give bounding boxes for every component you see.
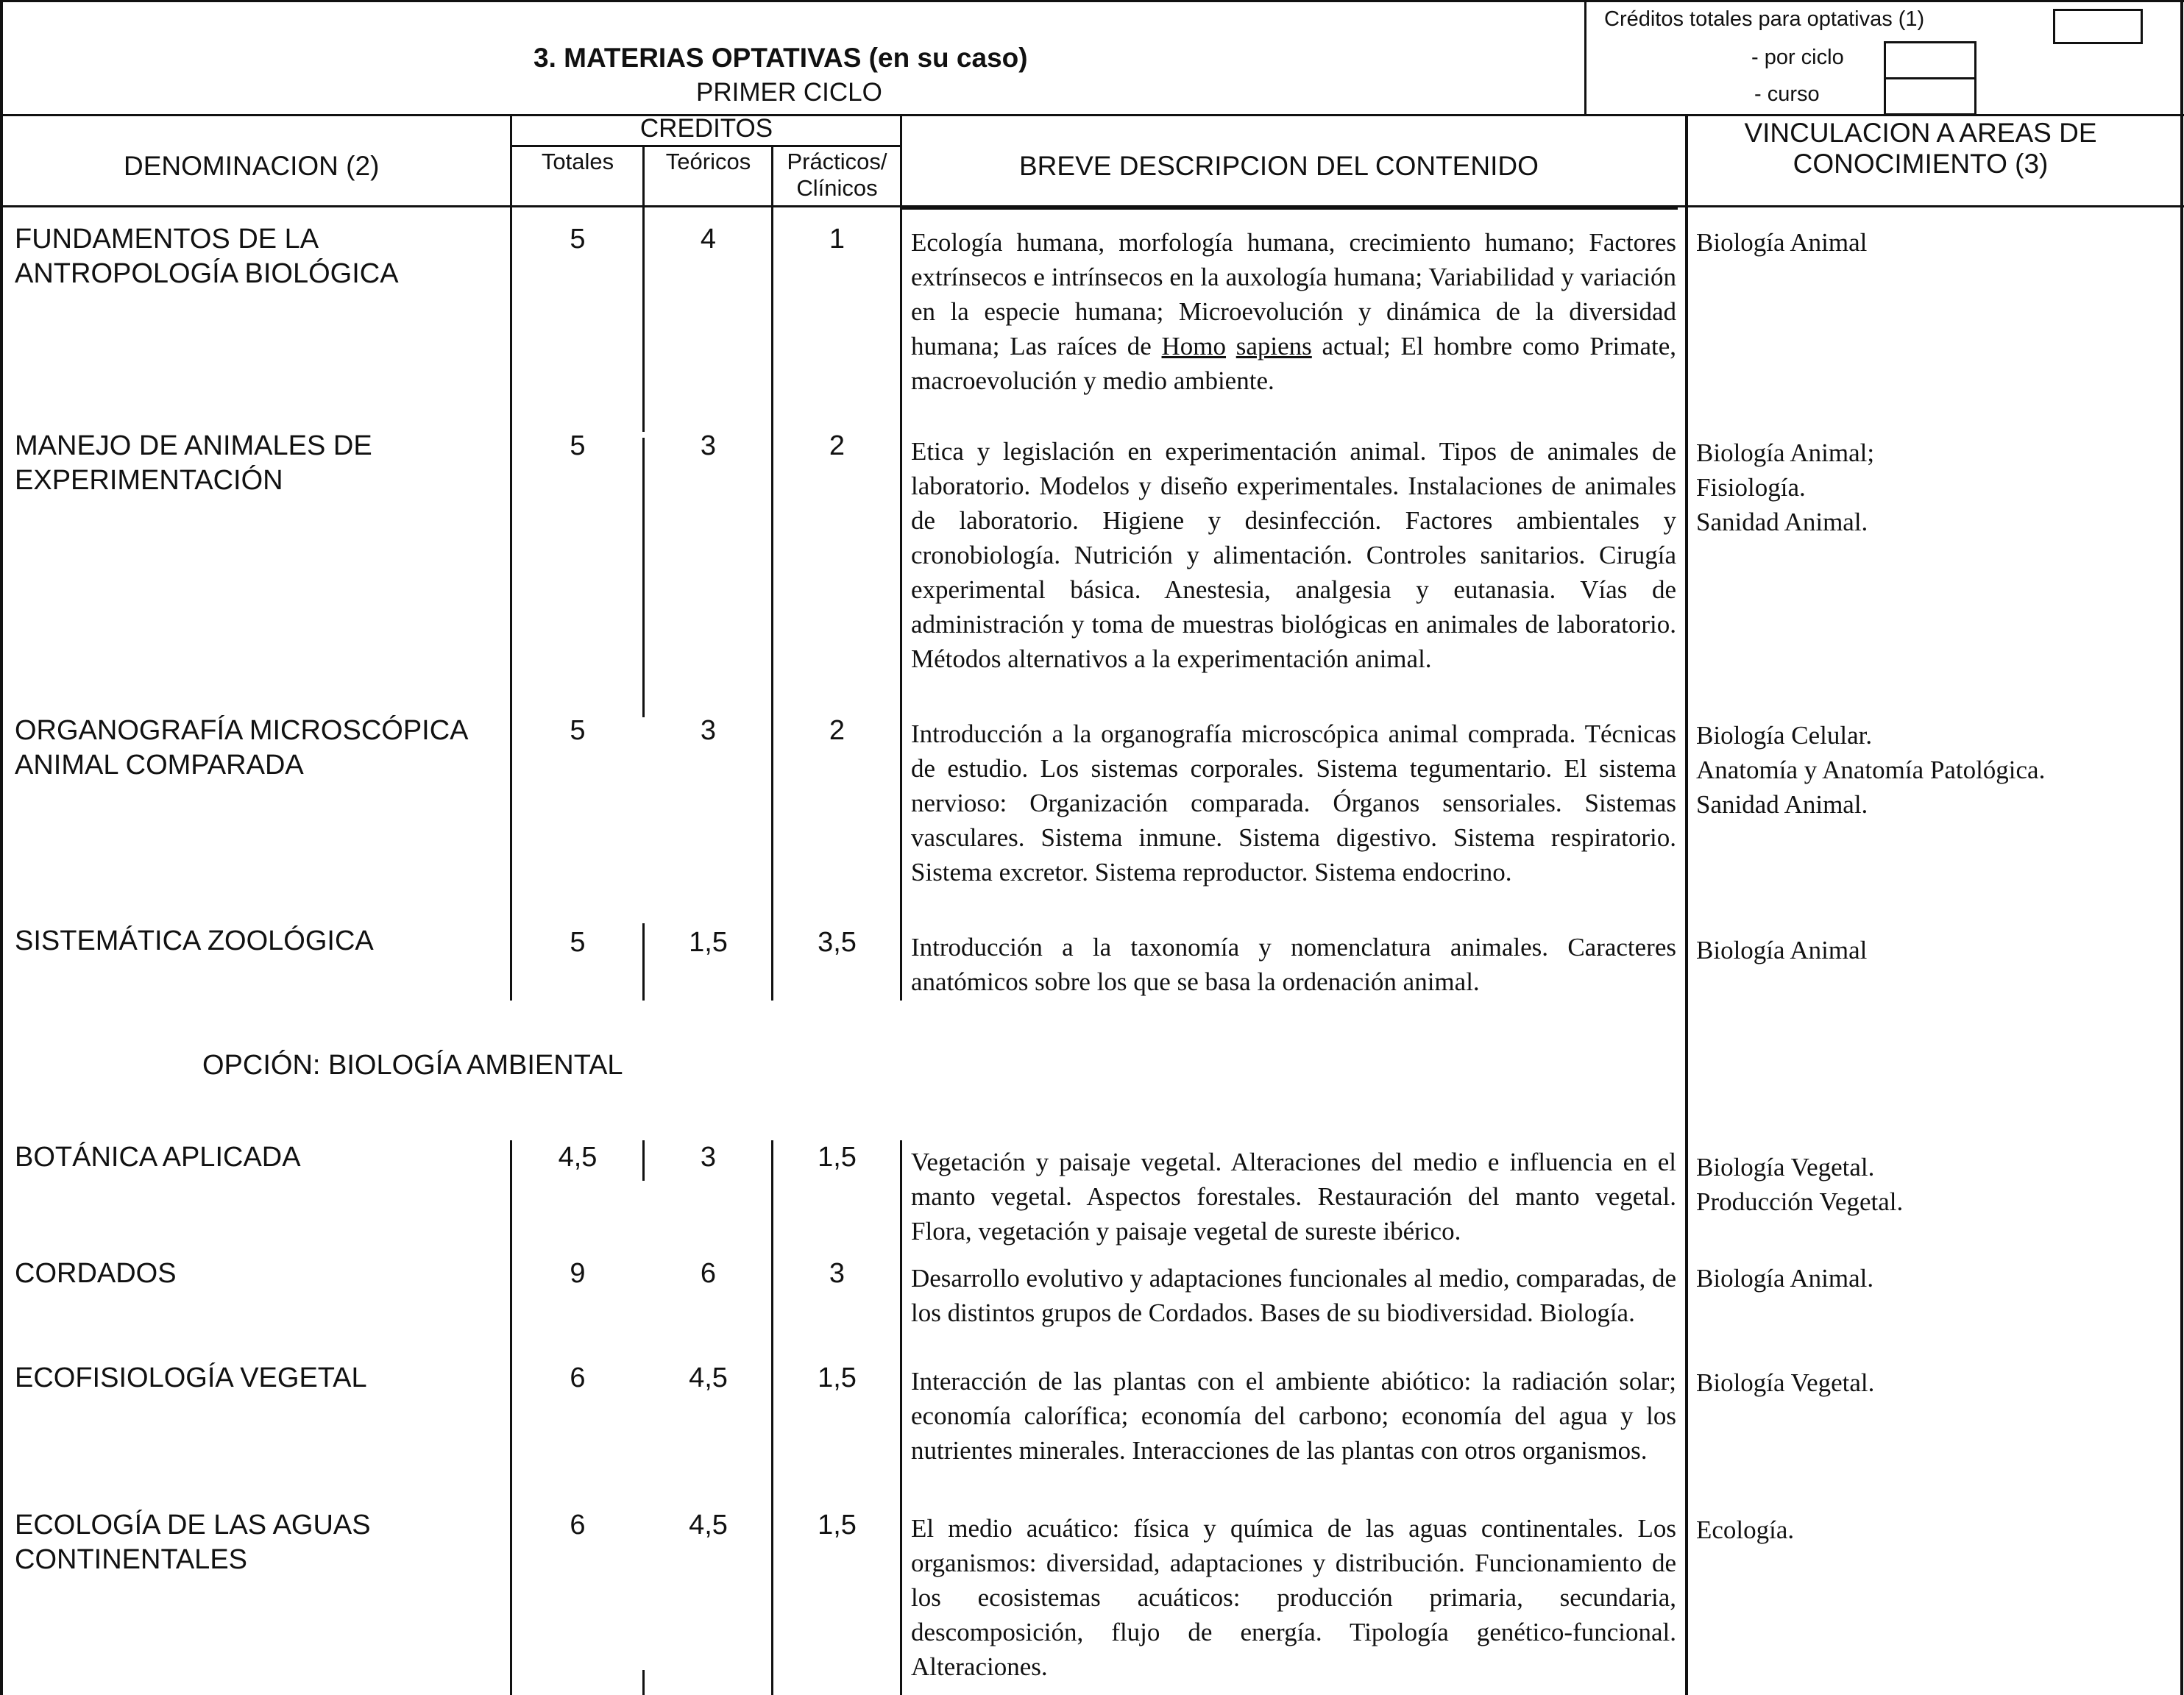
- content-description: Introducción a la organografía microscópica animal comprada. Técnicas de estudio. Los sistemas corporales. Sistema tegumentario. El sistema nervioso: Organización comparada. Órganos sensoriales. Sistemas vasculares. Sistema inmune. Sistema digestivo. Sistema respiratorio. Sistema excretor. Sistema reproductor. Sistema endocrino.: [911, 719, 1676, 886]
- credits-practicos: 3: [829, 1258, 845, 1289]
- knowledge-area: Biología Animal; Fisiología. Sanidad Animal.: [1696, 438, 1875, 536]
- credits-totales: 5: [570, 224, 586, 255]
- knowledge-area: Biología Vegetal. Producción Vegetal.: [1696, 1153, 1904, 1216]
- credits-teoricos: 4: [700, 224, 717, 255]
- subject-name: MANEJO DE ANIMALES DE EXPERIMENTACIÓN: [15, 430, 372, 496]
- col-denominacion: DENOMINACION (2): [124, 151, 380, 181]
- page-title: 3. MATERIAS OPTATIVAS (en su caso): [533, 43, 1028, 73]
- col-totales: Totales: [541, 149, 614, 174]
- cycle-label: PRIMER CICLO: [696, 78, 882, 107]
- course-box[interactable]: [1884, 77, 1976, 116]
- content-description: Interacción de las plantas con el ambiente abiótico: la radiación solar; economía calorífica; economía del carbono; economía del agua y los nutrientes minerales. Interacciones de las plantas con otros organismos.: [911, 1367, 1676, 1465]
- subject-name: BOTÁNICA APLICADA: [15, 1142, 301, 1173]
- subject-name: FUNDAMENTOS DE LA ANTROPOLOGÍA BIOLÓGICA: [15, 224, 399, 289]
- knowledge-area: Biología Animal: [1696, 936, 1868, 964]
- credits-teoricos: 3: [700, 430, 717, 461]
- credits-practicos: 2: [829, 715, 845, 746]
- per-cycle-label: - por ciclo: [1751, 46, 1844, 69]
- col-practicos: Prácticos/ Clínicos: [787, 149, 887, 201]
- credits-practicos: 1,5: [818, 1362, 857, 1393]
- col-descripcion: BREVE DESCRIPCION DEL CONTENIDO: [1019, 151, 1539, 181]
- knowledge-area: Biología Animal: [1696, 228, 1868, 257]
- per-cycle-box[interactable]: [1884, 41, 1976, 79]
- credits-totales: 5: [570, 927, 586, 958]
- credits-totales: 6: [570, 1510, 586, 1541]
- credits-teoricos: 4,5: [689, 1362, 728, 1393]
- knowledge-area: Biología Animal.: [1696, 1264, 1874, 1293]
- subject-name: ORGANOGRAFÍA MICROSCÓPICA ANIMAL COMPARADA: [15, 715, 469, 781]
- credits-teoricos: 1,5: [689, 927, 728, 958]
- knowledge-area: Biología Vegetal.: [1696, 1368, 1875, 1397]
- credits-total-label: Créditos totales para optativas (1): [1604, 7, 1925, 31]
- credits-total-box[interactable]: [2053, 9, 2143, 44]
- content-description: Ecología humana, morfología humana, crecimiento humano; Factores extrínsecos e intrínsecos en la auxología humana; Variabilidad y variación en la especie humana; Microevolución y dinámica de la diversidad humana; Las raíces de Homo sapiens actual; El hombre como Primate, macroevolución y medio ambiente.: [911, 228, 1677, 395]
- credits-totales: 9: [570, 1258, 586, 1289]
- subject-name: ECOFISIOLOGÍA VEGETAL: [15, 1362, 367, 1393]
- credits-totales: 5: [570, 715, 586, 746]
- credits-practicos: 1: [829, 224, 845, 255]
- knowledge-area: Biología Celular. Anatomía y Anatomía Patológica. Sanidad Animal.: [1696, 721, 2046, 819]
- subject-name: ECOLOGÍA DE LAS AGUAS CONTINENTALES: [15, 1510, 371, 1575]
- col-vinculacion: VINCULACION A AREAS DE CONOCIMIENTO (3): [1744, 118, 2097, 179]
- content-description: El medio acuático: física y química de las aguas continentales. Los organismos: diversidad, adaptaciones y distribución. Funcionamiento de los ecosistemas acuáticos: producción primaria, secundaria, descomposición, flujo de energía. Tipología genético-funcional. Alteraciones.: [911, 1514, 1676, 1681]
- credits-practicos: 1,5: [818, 1142, 857, 1173]
- course-label: - curso: [1754, 82, 1820, 106]
- subject-name: CORDADOS: [15, 1258, 177, 1289]
- knowledge-area: Ecología.: [1696, 1515, 1795, 1544]
- content-description: Etica y legislación en experimentación animal. Tipos de animales de laboratorio. Modelos y diseño experimentales. Instalaciones de animales de laboratorio. Higiene y desinfección. Factores ambientales y cronobiología. Nutrición y alimentación. Controles sanitarios. Cirugía experimental básica. Anestesia, analgesia y eutanasia. Vías de administración y toma de muestras biológicas en animales de laboratorio. Métodos alternativos a la experimentación animal.: [911, 437, 1676, 673]
- credits-practicos: 2: [829, 430, 845, 461]
- credits-teoricos: 3: [700, 1142, 717, 1173]
- credits-practicos: 3,5: [818, 927, 857, 958]
- option-heading: OPCIÓN: BIOLOGÍA AMBIENTAL: [202, 1050, 623, 1081]
- credits-totales: 5: [570, 430, 586, 461]
- content-description: Desarrollo evolutivo y adaptaciones funcionales al medio, comparadas, de los distintos grupos de Cordados. Bases de su biodiversidad. Biología.: [911, 1264, 1676, 1327]
- credits-teoricos: 3: [700, 715, 717, 746]
- subject-name: SISTEMÁTICA ZOOLÓGICA: [15, 925, 374, 956]
- content-description: Introducción a la taxonomía y nomenclatura animales. Caracteres anatómicos sobre los que se basa la ordenación animal.: [911, 933, 1676, 996]
- credits-teoricos: 6: [700, 1258, 717, 1289]
- credits-teoricos: 4,5: [689, 1510, 728, 1541]
- col-creditos: CREDITOS: [639, 114, 773, 143]
- col-teoricos: Teóricos: [665, 149, 751, 174]
- credits-practicos: 1,5: [818, 1510, 857, 1541]
- content-description: Vegetación y paisaje vegetal. Alteraciones del medio e influencia en el manto vegetal. Aspectos forestales. Restauración del manto vegetal. Flora, vegetación y paisaje vegetal de sureste ibérico.: [911, 1148, 1676, 1246]
- credits-totales: 4,5: [558, 1142, 598, 1173]
- credits-totales: 6: [570, 1362, 586, 1393]
